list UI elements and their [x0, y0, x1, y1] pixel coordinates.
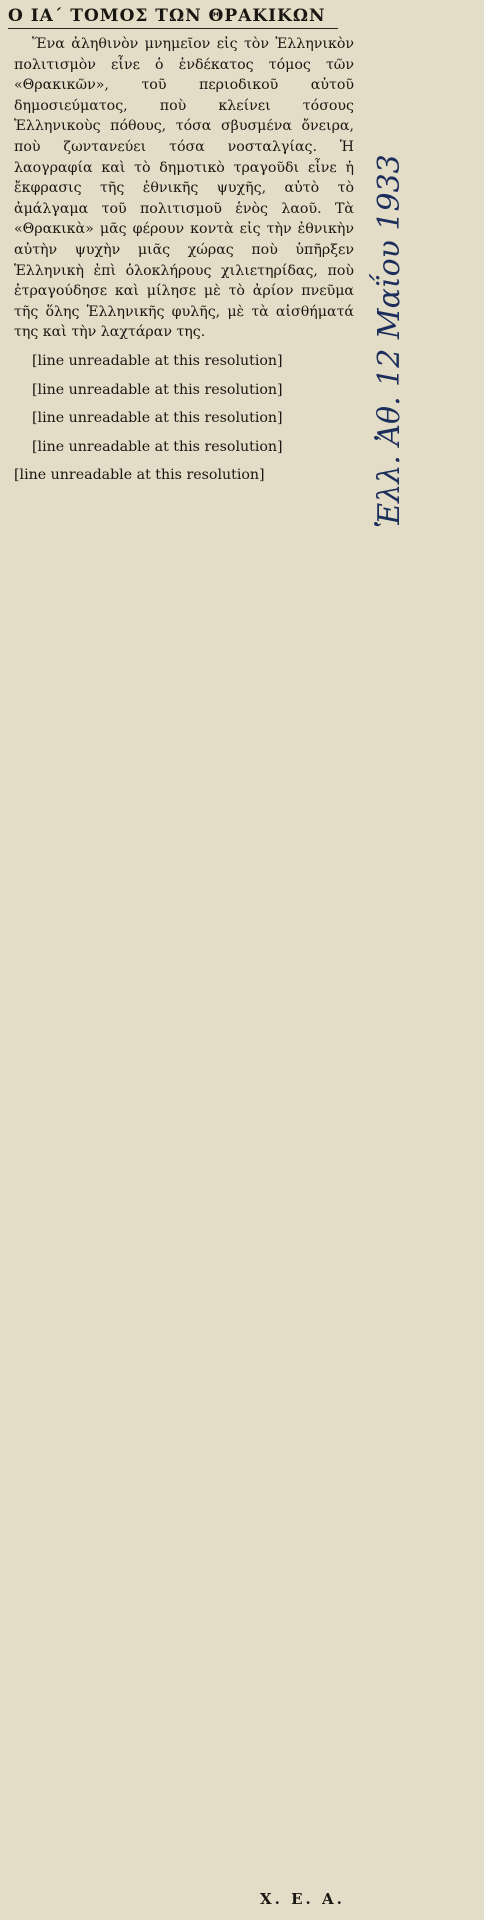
signature: Χ. Ε. Α. [260, 1890, 345, 1908]
paragraph: Ἕνα ἀληθινὸν μνημεῖον εἰς τὸν Ἑλληνικὸν πολιτισμὸν εἶνε ὁ ἑνδέκατος τόμος τῶν «Θρακικῶν», τοῦ περιοδικοῦ αὐτοῦ δημοσιεύματος, ποὺ κλείνει τόσους Ἑλληνικοὺς πόθους, τόσα σβυσμένα ὄνειρα, ποὺ ζωντανεύει τόσα νοσταλγίας. Ἡ λαογραφία καὶ τὸ δημοτικὸ τραγοῦδι εἶνε ἡ ἔκφρασις τῆς ἐθνικῆς ψυχῆς, αὐτὸ τὸ ἀμάλγαμα τοῦ πολιτισμοῦ ἑνὸς λαοῦ. Τὰ «Θρακικὰ» μᾶς φέρουν κοντὰ εἰς τὴν ἐθνικὴν αὐτὴν ψυχὴν μιᾶς χώρας ποὺ ὑπῆρξεν Ἑλληνικὴ ἐπὶ ὁλοκλήρους χιλιετηρίδας, ποὺ ἐτραγούδησε καὶ μίλησε μὲ τὸ ἀρίον πνεῦμα τῆς ὅλης Ἑλληνικῆς φυλῆς, μὲ τὰ αἰσθήματά της καὶ τὴν λαχτάραν της. [14, 36, 354, 341]
handwritten-note: Ἑλλ. Ἀθ. 12 Μαΐου 1933 [372, 154, 407, 528]
paragraph: [line unreadable at this resolution] [32, 352, 283, 369]
paragraph: [line unreadable at this resolution] [32, 410, 283, 427]
article-body [14, 34, 354, 486]
poem [14, 465, 354, 486]
poem-line: [line unreadable at this resolution] [14, 467, 265, 484]
paragraph: [line unreadable at this resolution] [32, 381, 283, 398]
article-title: Ο ΙΑ΄ ΤΟΜΟΣ ΤΩΝ ΘΡΑΚΙΚΩΝ [8, 6, 338, 29]
paragraph: [line unreadable at this resolution] [32, 438, 283, 455]
